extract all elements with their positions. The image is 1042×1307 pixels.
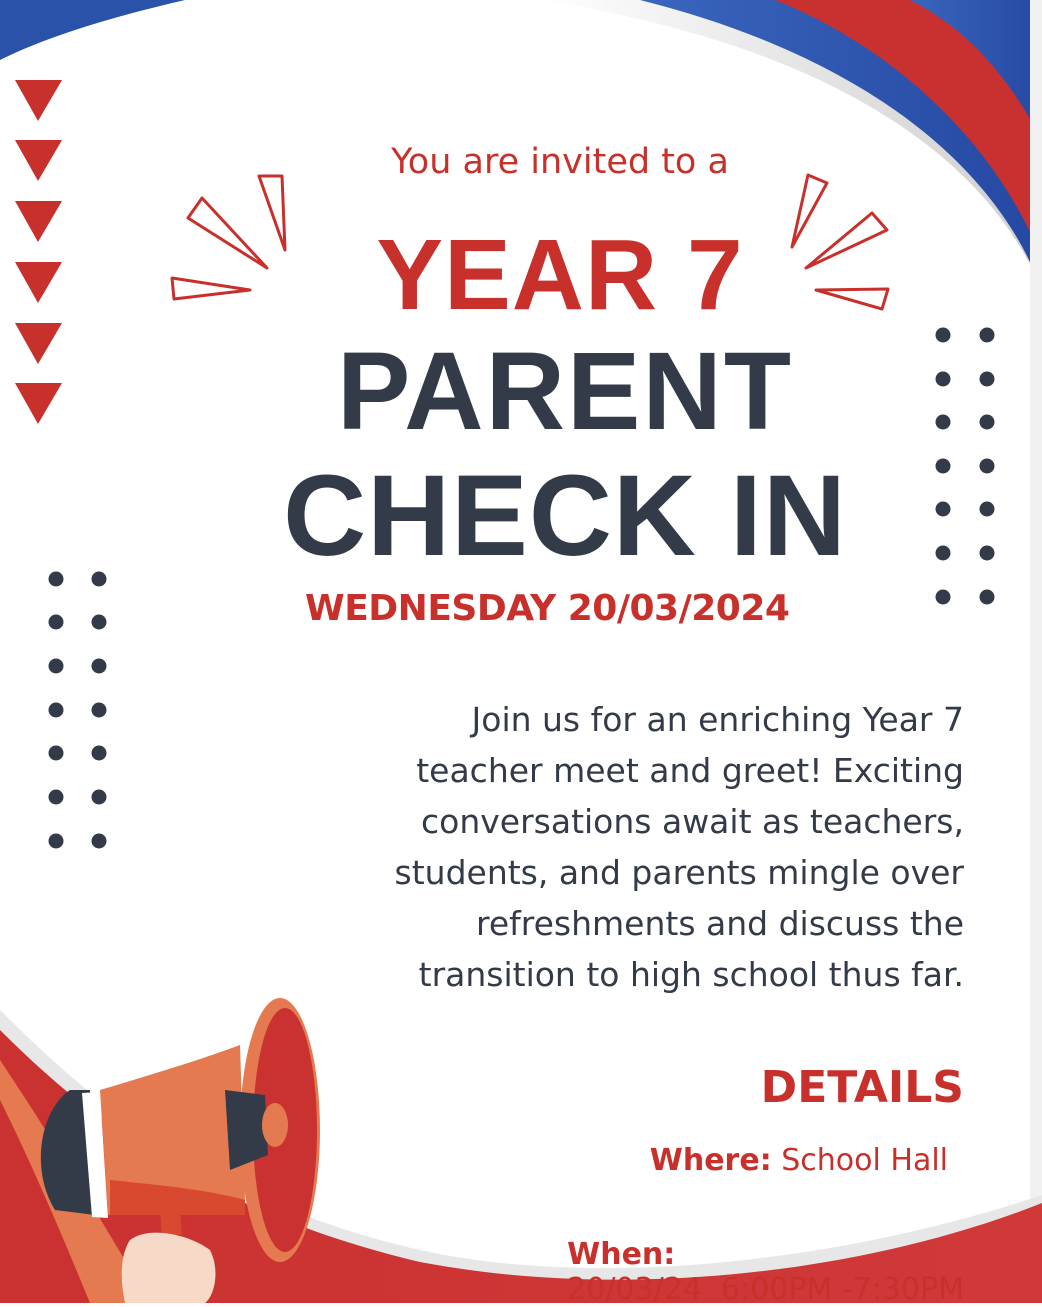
title-year: YEAR 7 bbox=[376, 219, 744, 331]
event-description bbox=[304, 694, 964, 1000]
invite-line: You are invited to a bbox=[391, 142, 729, 182]
details-heading: DETAILS bbox=[760, 1062, 964, 1113]
megaphone-icon bbox=[0, 998, 320, 1303]
where-label: Where: bbox=[649, 1143, 772, 1178]
when-line bbox=[548, 1202, 964, 1307]
triangle-icon bbox=[15, 80, 62, 121]
where-value: School Hall bbox=[781, 1143, 948, 1178]
description-line: students, and parents mingle over bbox=[394, 853, 964, 892]
description-line: refreshments and discuss the bbox=[476, 904, 964, 943]
top-left-blue-swoosh bbox=[0, 0, 185, 60]
description-line: transition to high school thus far. bbox=[418, 955, 964, 994]
title-parent: PARENT bbox=[336, 330, 794, 453]
description-line: teacher meet and greet! Exciting bbox=[416, 751, 964, 790]
event-date: WEDNESDAY 20/03/2024 bbox=[305, 588, 790, 629]
left-dot-grid bbox=[49, 572, 107, 849]
when-label: When: bbox=[567, 1237, 676, 1272]
description-line: Join us for an enriching Year 7 bbox=[471, 700, 964, 739]
title-check-in: CHECK IN bbox=[283, 452, 847, 580]
where-line bbox=[650, 1143, 948, 1178]
description-line: conversations await as teachers, bbox=[421, 802, 964, 841]
when-value: 20/03/24 6:00PM -7:30PM bbox=[567, 1272, 964, 1307]
